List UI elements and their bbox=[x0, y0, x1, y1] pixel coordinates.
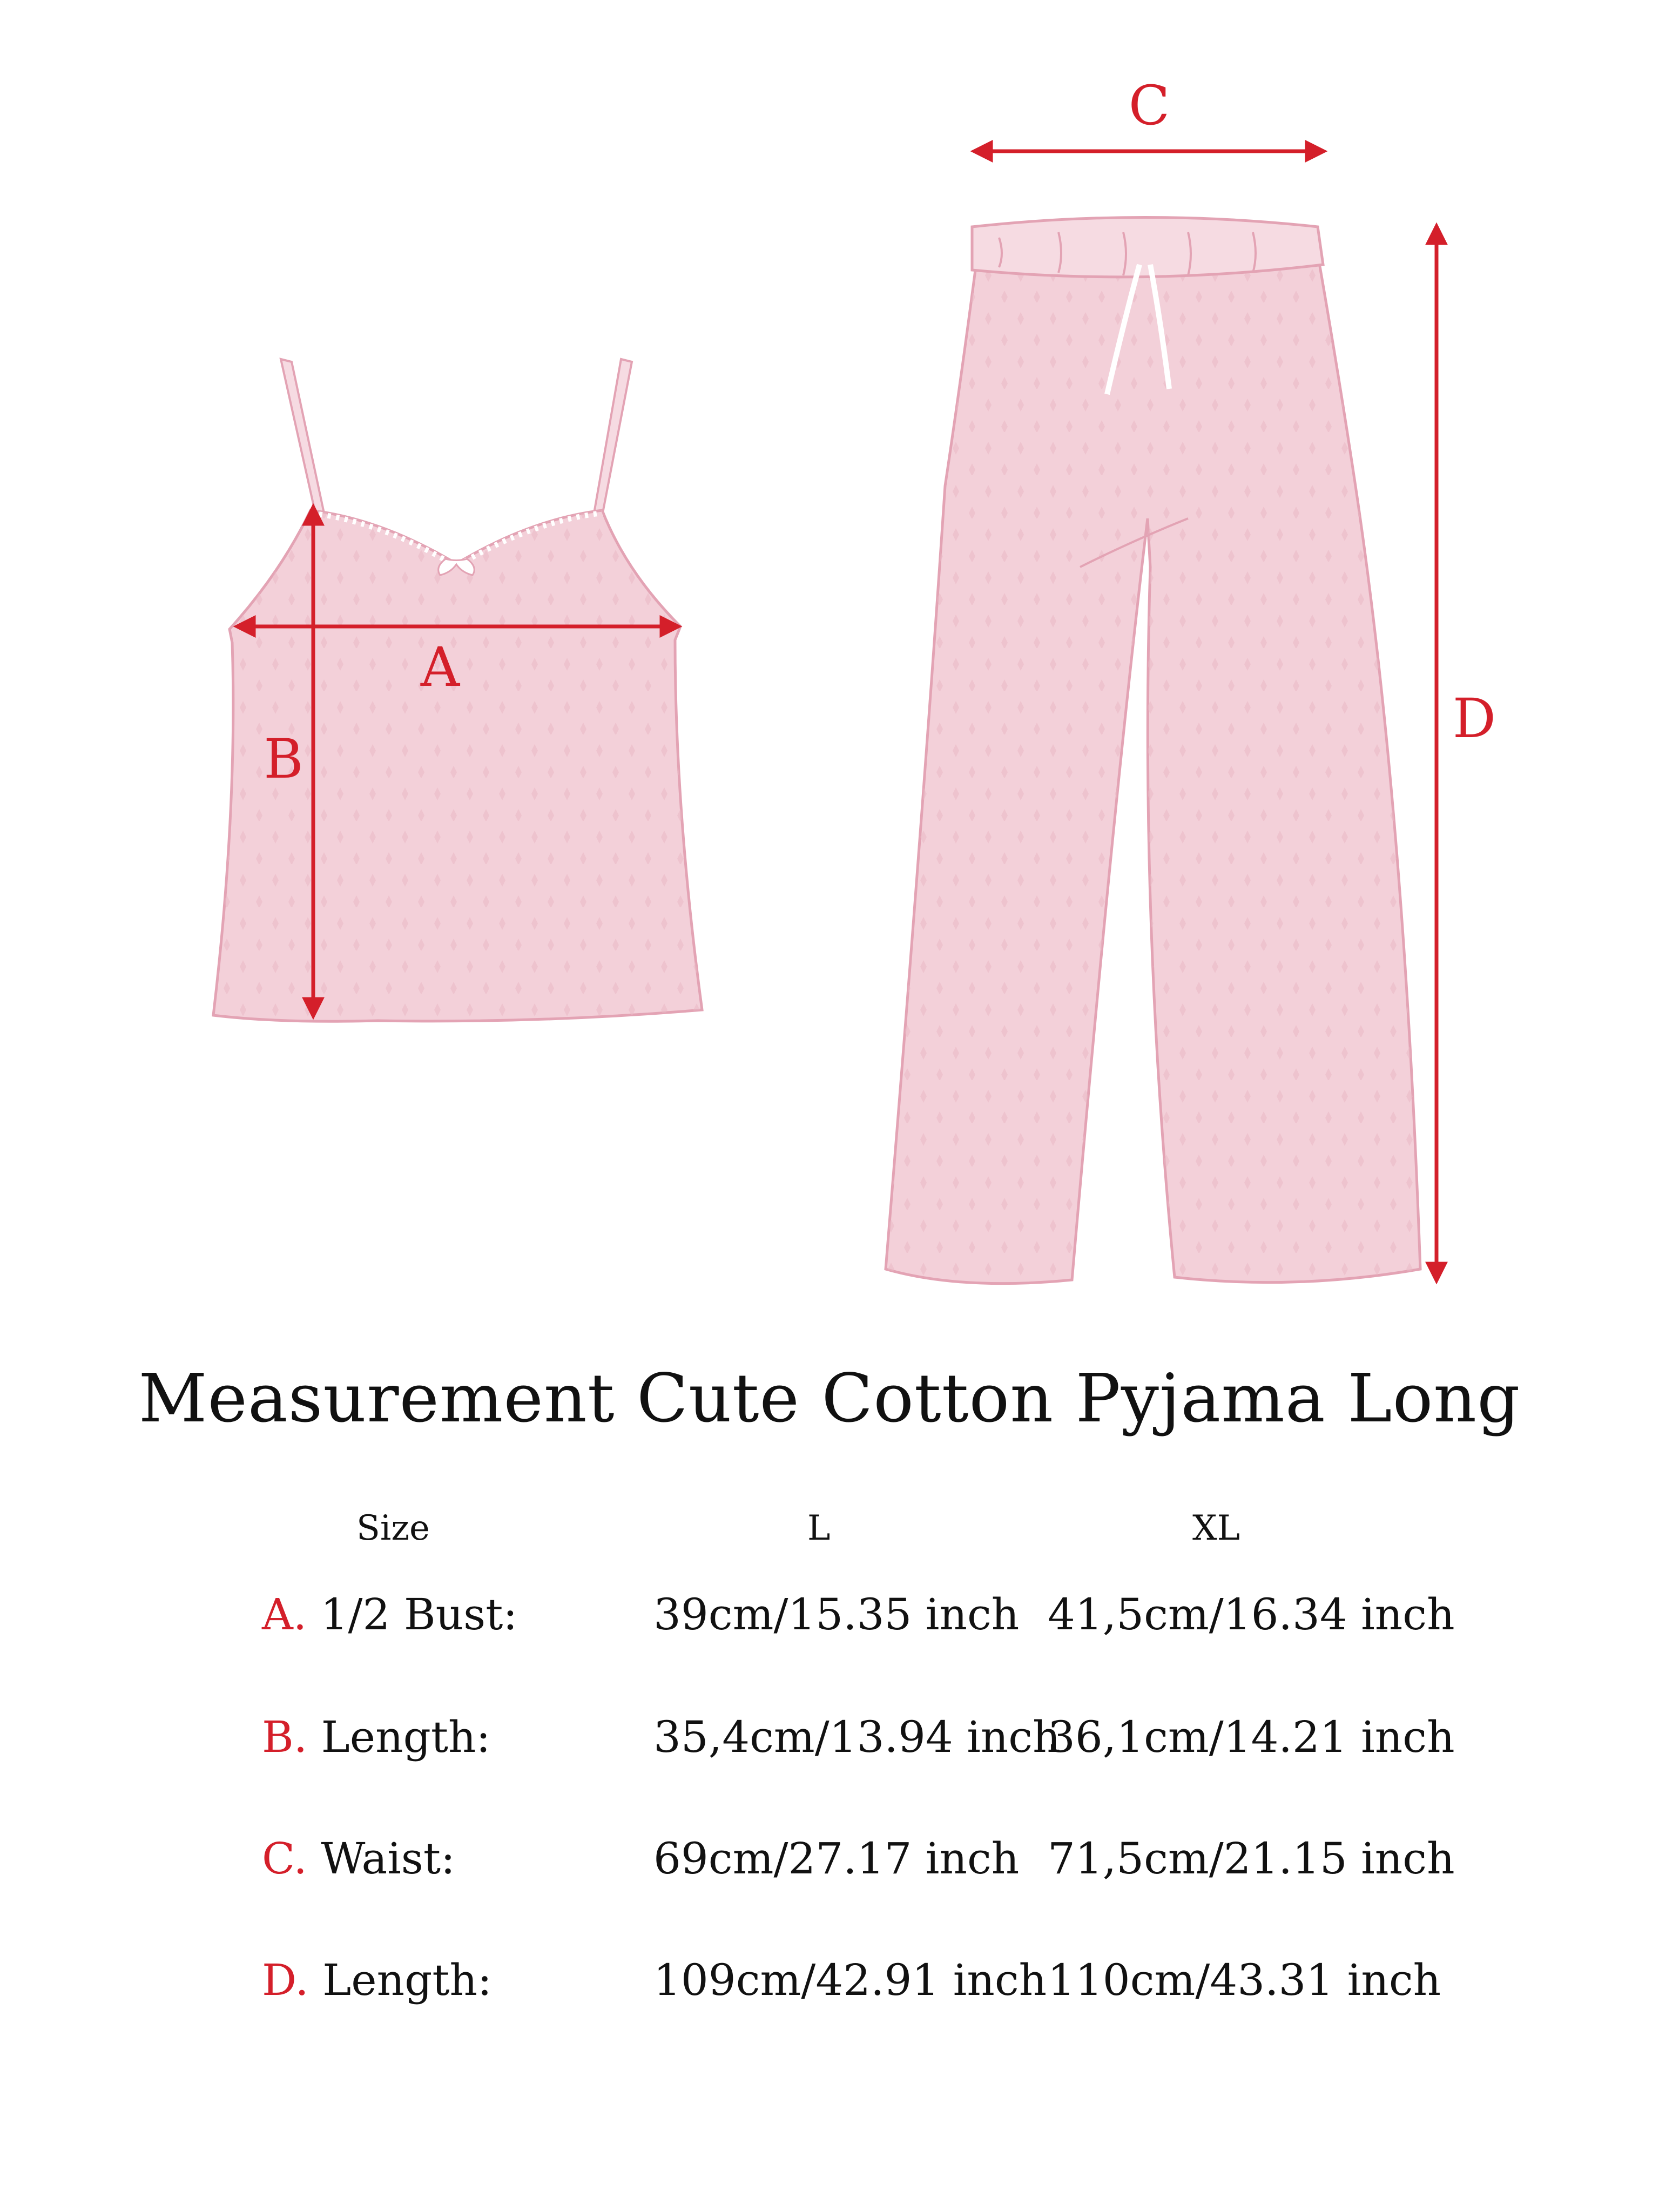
row-label: Length: bbox=[321, 1712, 491, 1762]
page-title: Measurement Cute Cotton Pyjama Long bbox=[138, 1360, 1521, 1438]
table-row bbox=[262, 1588, 517, 1642]
label-b: B bbox=[264, 727, 304, 791]
label-c: C bbox=[1128, 74, 1170, 137]
row-value-l: 39cm/15.35 inch bbox=[653, 1589, 1020, 1640]
row-value-xl: 41,5cm/16.34 inch bbox=[1048, 1589, 1455, 1640]
row-value-l: 109cm/42.91 inch bbox=[653, 1955, 1047, 2005]
row-letter: B. bbox=[262, 1712, 308, 1762]
label-d: D bbox=[1452, 687, 1496, 750]
row-label: Waist: bbox=[321, 1833, 455, 1884]
header-l: L bbox=[807, 1508, 831, 1548]
label-a: A bbox=[420, 636, 460, 699]
row-value-l: 35,4cm/13.94 inch bbox=[653, 1712, 1061, 1762]
waistband bbox=[972, 218, 1323, 277]
row-value-l: 69cm/27.17 inch bbox=[653, 1833, 1020, 1884]
table-row bbox=[262, 1953, 492, 2007]
row-letter: D. bbox=[262, 1955, 309, 2005]
header-size: Size bbox=[356, 1508, 430, 1548]
table-row bbox=[262, 1832, 455, 1886]
row-letter: C. bbox=[262, 1833, 307, 1884]
row-value-xl: 71,5cm/21.15 inch bbox=[1048, 1833, 1455, 1884]
row-label: Length: bbox=[322, 1955, 492, 2005]
row-label: 1/2 Bust: bbox=[320, 1589, 518, 1640]
row-value-xl: 36,1cm/14.21 inch bbox=[1048, 1712, 1455, 1762]
right-strap bbox=[594, 359, 632, 516]
left-strap bbox=[281, 359, 324, 516]
table-row bbox=[262, 1710, 490, 1764]
row-value-xl: 110cm/43.31 inch bbox=[1048, 1955, 1441, 2005]
row-letter: A. bbox=[262, 1589, 307, 1640]
pants-body-texture bbox=[886, 254, 1420, 1284]
header-xl: XL bbox=[1192, 1508, 1240, 1548]
long-pants-drawing bbox=[886, 218, 1420, 1284]
